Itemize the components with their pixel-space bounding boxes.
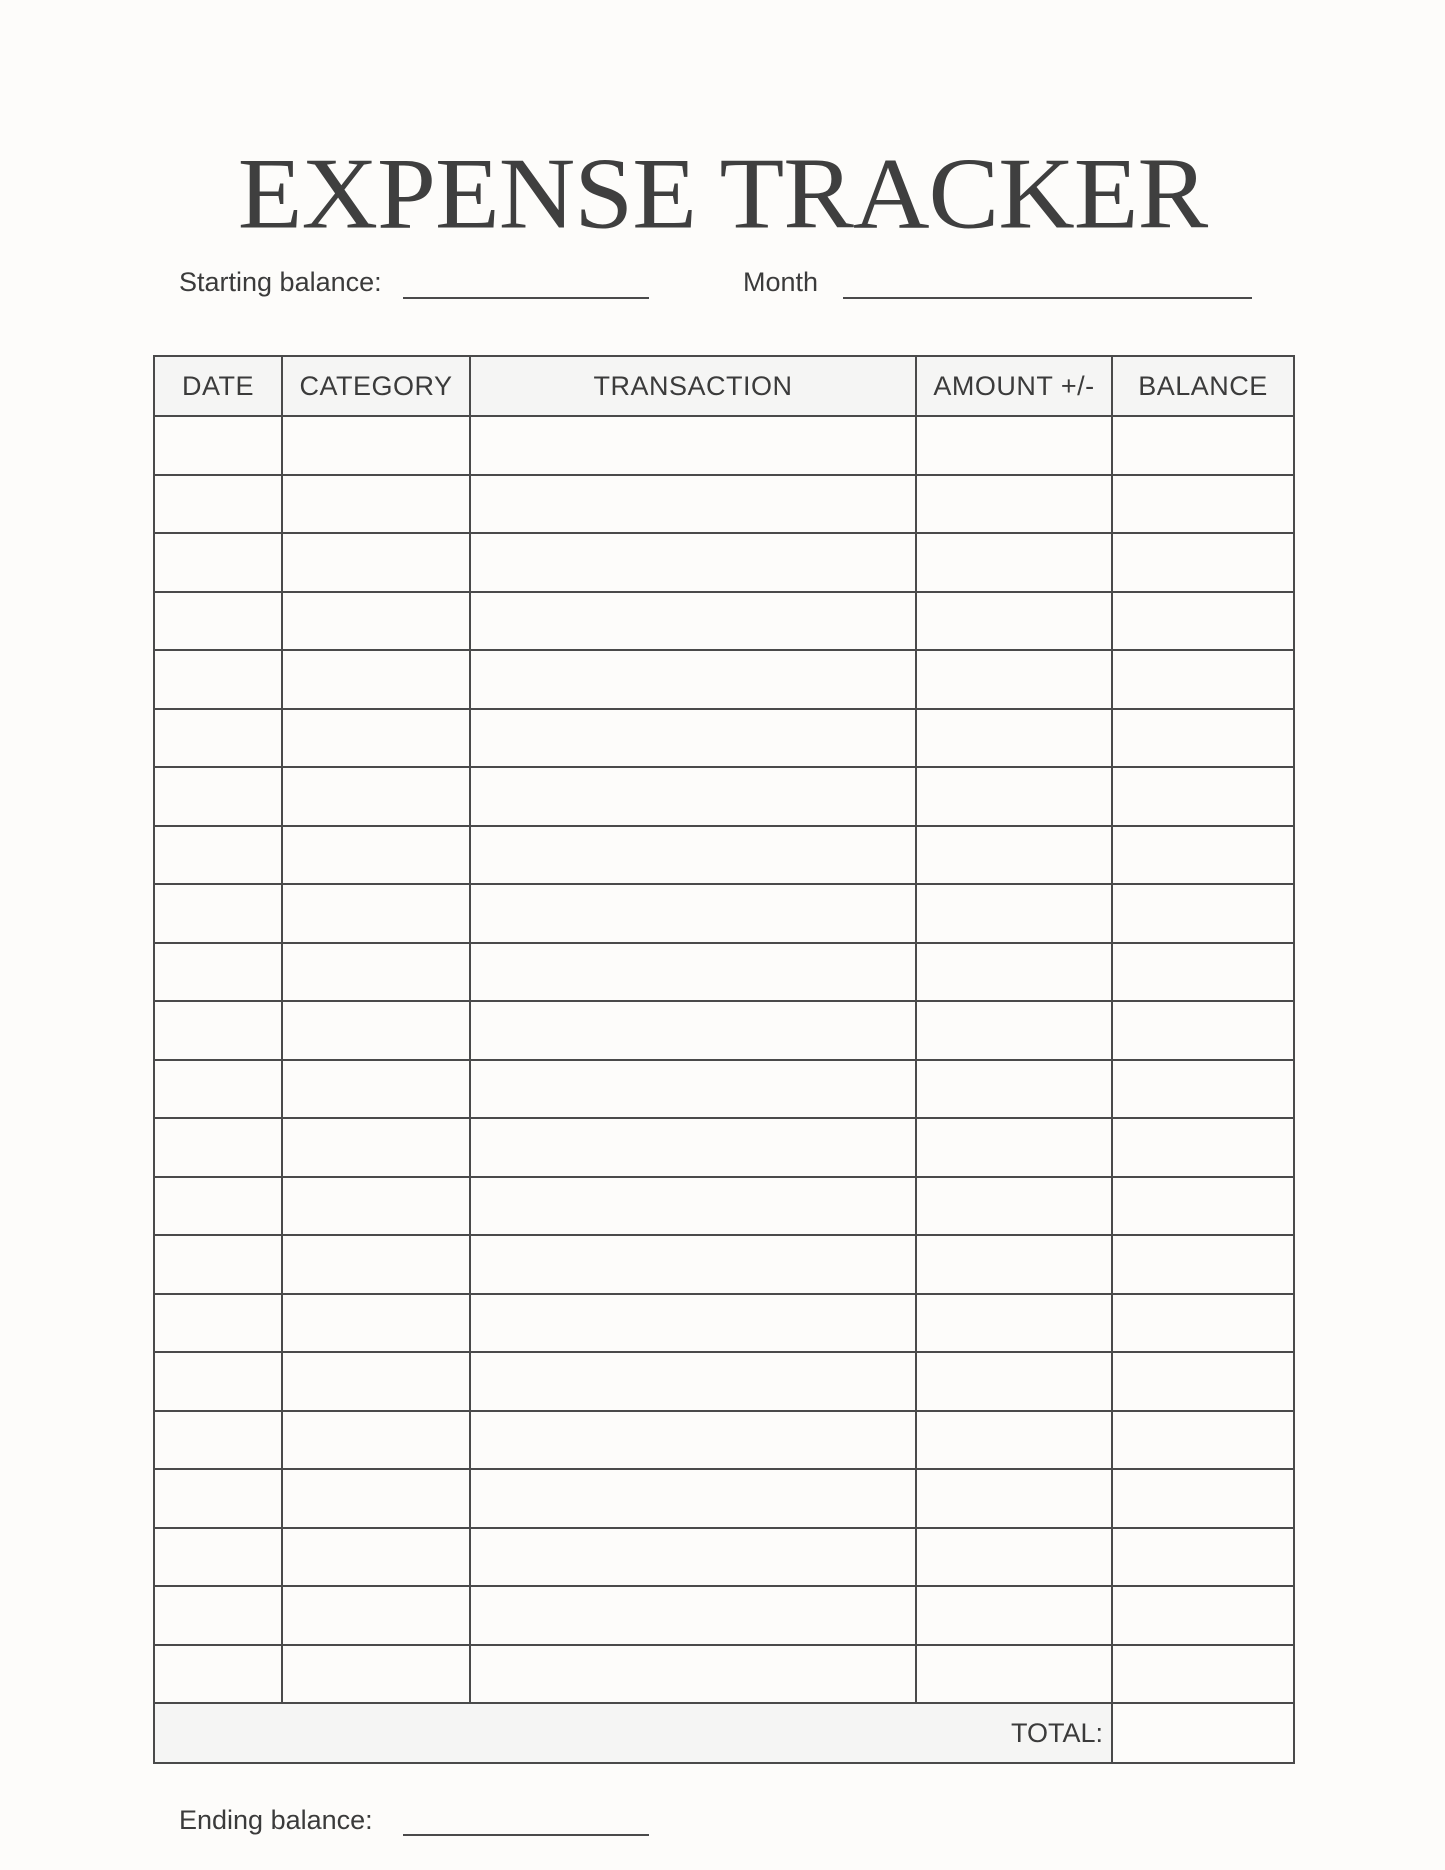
transaction-cell[interactable]: [470, 709, 916, 768]
amount-cell[interactable]: [916, 1177, 1112, 1236]
column-header-balance: BALANCE: [1112, 356, 1294, 416]
date-cell[interactable]: [154, 592, 282, 651]
transaction-cell[interactable]: [470, 1352, 916, 1411]
amount-cell[interactable]: [916, 1586, 1112, 1645]
category-cell[interactable]: [282, 475, 470, 534]
amount-cell[interactable]: [916, 650, 1112, 709]
date-cell[interactable]: [154, 884, 282, 943]
transaction-cell[interactable]: [470, 1294, 916, 1353]
transaction-cell[interactable]: [470, 1060, 916, 1119]
category-cell[interactable]: [282, 1001, 470, 1060]
amount-cell[interactable]: [916, 943, 1112, 1002]
balance-cell[interactable]: [1112, 1001, 1294, 1060]
balance-cell[interactable]: [1112, 1294, 1294, 1353]
table-row: [154, 709, 1294, 768]
amount-cell[interactable]: [916, 826, 1112, 885]
date-cell[interactable]: [154, 1528, 282, 1587]
transaction-cell[interactable]: [470, 943, 916, 1002]
amount-cell[interactable]: [916, 592, 1112, 651]
balance-cell[interactable]: [1112, 1235, 1294, 1294]
month-label: Month: [743, 267, 819, 297]
balance-cell[interactable]: [1112, 709, 1294, 768]
balance-cell[interactable]: [1112, 1177, 1294, 1236]
total-cell[interactable]: [1112, 1703, 1294, 1763]
starting-balance-label: Starting balance:: [179, 267, 382, 297]
date-cell[interactable]: [154, 826, 282, 885]
amount-cell[interactable]: [916, 1469, 1112, 1528]
table-row: [154, 943, 1294, 1002]
balance-cell[interactable]: [1112, 1352, 1294, 1411]
category-cell[interactable]: [282, 1177, 470, 1236]
balance-cell[interactable]: [1112, 475, 1294, 534]
table-row: [154, 826, 1294, 885]
table-row: [154, 1411, 1294, 1470]
balance-cell[interactable]: [1112, 884, 1294, 943]
amount-cell[interactable]: [916, 767, 1112, 826]
date-cell[interactable]: [154, 1469, 282, 1528]
total-label: TOTAL:: [154, 1703, 1112, 1763]
category-cell[interactable]: [282, 943, 470, 1002]
transaction-cell[interactable]: [470, 1469, 916, 1528]
table-body: [154, 416, 1294, 1703]
category-cell[interactable]: [282, 1118, 470, 1177]
amount-cell[interactable]: [916, 884, 1112, 943]
transaction-cell[interactable]: [470, 1645, 916, 1704]
category-cell[interactable]: [282, 1528, 470, 1587]
total-row: [154, 1703, 1294, 1763]
table-row: [154, 1001, 1294, 1060]
transaction-cell[interactable]: [470, 1177, 916, 1236]
balance-cell[interactable]: [1112, 533, 1294, 592]
transaction-cell[interactable]: [470, 1411, 916, 1470]
table-row: [154, 1352, 1294, 1411]
balance-cell[interactable]: [1112, 943, 1294, 1002]
date-cell[interactable]: [154, 650, 282, 709]
table-header-row: [154, 356, 1294, 416]
transaction-cell[interactable]: [470, 767, 916, 826]
transaction-cell[interactable]: [470, 475, 916, 534]
balance-cell[interactable]: [1112, 1586, 1294, 1645]
date-cell[interactable]: [154, 1060, 282, 1119]
amount-cell[interactable]: [916, 1060, 1112, 1119]
date-cell[interactable]: [154, 533, 282, 592]
column-header-date: DATE: [154, 356, 282, 416]
category-cell[interactable]: [282, 1411, 470, 1470]
date-cell[interactable]: [154, 416, 282, 475]
date-cell[interactable]: [154, 475, 282, 534]
table-row: [154, 1118, 1294, 1177]
amount-cell[interactable]: [916, 1294, 1112, 1353]
transaction-cell[interactable]: [470, 1528, 916, 1587]
balance-cell[interactable]: [1112, 1060, 1294, 1119]
transaction-cell[interactable]: [470, 826, 916, 885]
category-cell[interactable]: [282, 884, 470, 943]
month-field[interactable]: [843, 297, 1252, 299]
table-row: [154, 1235, 1294, 1294]
category-cell[interactable]: [282, 1235, 470, 1294]
table-row: [154, 884, 1294, 943]
category-cell[interactable]: [282, 1352, 470, 1411]
balance-cell[interactable]: [1112, 1528, 1294, 1587]
transaction-cell[interactable]: [470, 1001, 916, 1060]
table-row: [154, 1469, 1294, 1528]
column-header-category: CATEGORY: [282, 356, 470, 416]
date-cell[interactable]: [154, 1586, 282, 1645]
balance-cell[interactable]: [1112, 826, 1294, 885]
amount-cell[interactable]: [916, 416, 1112, 475]
transaction-cell[interactable]: [470, 1118, 916, 1177]
table-row: [154, 650, 1294, 709]
amount-cell[interactable]: [916, 475, 1112, 534]
table-row: [154, 1060, 1294, 1119]
date-cell[interactable]: [154, 1411, 282, 1470]
column-header-amount: AMOUNT +/-: [916, 356, 1112, 416]
ending-balance-label: Ending balance:: [179, 1805, 373, 1835]
category-cell[interactable]: [282, 826, 470, 885]
date-cell[interactable]: [154, 1294, 282, 1353]
balance-cell[interactable]: [1112, 416, 1294, 475]
table-row: [154, 533, 1294, 592]
date-cell[interactable]: [154, 1118, 282, 1177]
transaction-cell[interactable]: [470, 416, 916, 475]
amount-cell[interactable]: [916, 709, 1112, 768]
expense-table: [153, 355, 1295, 1764]
balance-cell[interactable]: [1112, 1645, 1294, 1704]
amount-cell[interactable]: [916, 1411, 1112, 1470]
balance-cell[interactable]: [1112, 1411, 1294, 1470]
amount-cell[interactable]: [916, 533, 1112, 592]
date-cell[interactable]: [154, 709, 282, 768]
date-cell[interactable]: [154, 1352, 282, 1411]
table-row: [154, 475, 1294, 534]
category-cell[interactable]: [282, 1469, 470, 1528]
balance-cell[interactable]: [1112, 1469, 1294, 1528]
transaction-cell[interactable]: [470, 1235, 916, 1294]
category-cell[interactable]: [282, 533, 470, 592]
balance-cell[interactable]: [1112, 592, 1294, 651]
date-cell[interactable]: [154, 1235, 282, 1294]
column-header-transaction: TRANSACTION: [470, 356, 916, 416]
category-cell[interactable]: [282, 709, 470, 768]
starting-balance-field[interactable]: [403, 297, 649, 299]
page-title: EXPENSE TRACKER: [237, 137, 1208, 250]
date-cell[interactable]: [154, 767, 282, 826]
balance-cell[interactable]: [1112, 650, 1294, 709]
table-row: [154, 1177, 1294, 1236]
balance-cell[interactable]: [1112, 1118, 1294, 1177]
category-cell[interactable]: [282, 1294, 470, 1353]
transaction-cell[interactable]: [470, 533, 916, 592]
table-row: [154, 1586, 1294, 1645]
amount-cell[interactable]: [916, 1528, 1112, 1587]
ending-balance-field[interactable]: [403, 1834, 649, 1836]
table-row: [154, 1645, 1294, 1704]
date-cell[interactable]: [154, 1645, 282, 1704]
category-cell[interactable]: [282, 416, 470, 475]
category-cell[interactable]: [282, 767, 470, 826]
table-row: [154, 767, 1294, 826]
category-cell[interactable]: [282, 1060, 470, 1119]
balance-cell[interactable]: [1112, 767, 1294, 826]
amount-cell[interactable]: [916, 1235, 1112, 1294]
category-cell[interactable]: [282, 650, 470, 709]
transaction-cell[interactable]: [470, 1586, 916, 1645]
transaction-cell[interactable]: [470, 592, 916, 651]
date-cell[interactable]: [154, 1177, 282, 1236]
category-cell[interactable]: [282, 1586, 470, 1645]
table-row: [154, 1294, 1294, 1353]
amount-cell[interactable]: [916, 1645, 1112, 1704]
date-cell[interactable]: [154, 1001, 282, 1060]
transaction-cell[interactable]: [470, 650, 916, 709]
transaction-cell[interactable]: [470, 884, 916, 943]
amount-cell[interactable]: [916, 1352, 1112, 1411]
table-row: [154, 1528, 1294, 1587]
table-row: [154, 416, 1294, 475]
date-cell[interactable]: [154, 943, 282, 1002]
category-cell[interactable]: [282, 592, 470, 651]
table-row: [154, 592, 1294, 651]
category-cell[interactable]: [282, 1645, 470, 1704]
amount-cell[interactable]: [916, 1001, 1112, 1060]
amount-cell[interactable]: [916, 1118, 1112, 1177]
